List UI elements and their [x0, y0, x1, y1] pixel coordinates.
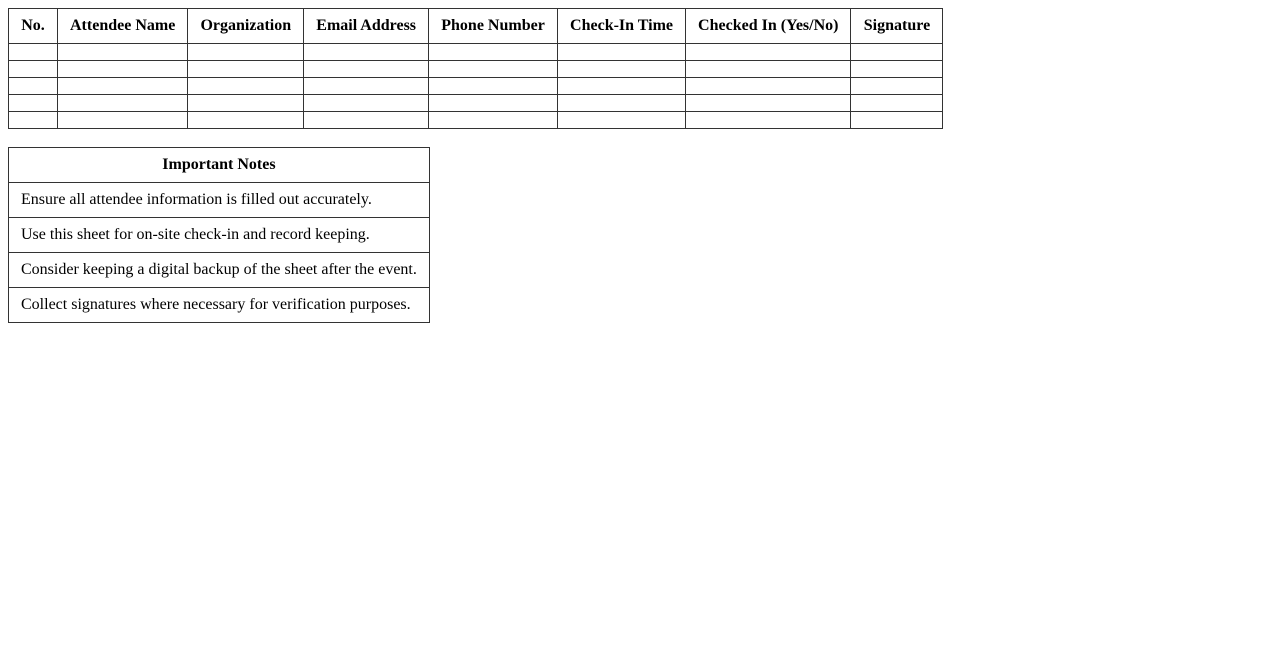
table-cell[interactable]: [188, 78, 304, 95]
table-cell[interactable]: [558, 61, 686, 78]
table-cell[interactable]: [58, 78, 188, 95]
notes-title: Important Notes: [9, 148, 430, 183]
checkin-table-header: [9, 9, 943, 44]
table-cell[interactable]: [304, 61, 429, 78]
table-cell[interactable]: [9, 44, 58, 61]
table-cell[interactable]: [304, 78, 429, 95]
table-row: [9, 112, 943, 129]
table-cell[interactable]: [558, 44, 686, 61]
note-row: [9, 218, 430, 253]
table-cell[interactable]: [686, 95, 851, 112]
table-cell[interactable]: [686, 112, 851, 129]
table-cell[interactable]: [686, 44, 851, 61]
header-organization: Organization: [188, 9, 304, 44]
table-cell[interactable]: [851, 95, 943, 112]
table-cell[interactable]: [9, 112, 58, 129]
header-signature: Signature: [851, 9, 943, 44]
note-row: [9, 288, 430, 323]
table-cell[interactable]: [851, 44, 943, 61]
table-cell[interactable]: [9, 78, 58, 95]
table-cell[interactable]: [429, 78, 558, 95]
table-row: [9, 78, 943, 95]
table-cell[interactable]: [304, 44, 429, 61]
table-cell[interactable]: [9, 61, 58, 78]
header-check-in-time: Check-In Time: [558, 9, 686, 44]
table-cell[interactable]: [686, 78, 851, 95]
notes-table: [8, 147, 430, 323]
table-cell[interactable]: [188, 61, 304, 78]
table-cell[interactable]: [58, 95, 188, 112]
header-attendee-name: Attendee Name: [58, 9, 188, 44]
table-row: [9, 95, 943, 112]
table-cell[interactable]: [429, 95, 558, 112]
table-cell[interactable]: [304, 95, 429, 112]
table-cell[interactable]: [58, 112, 188, 129]
table-cell[interactable]: [58, 61, 188, 78]
checkin-table-body: [9, 44, 943, 129]
note-item: Ensure all attendee information is filled out accurately.: [9, 183, 430, 218]
table-cell[interactable]: [558, 112, 686, 129]
table-cell[interactable]: [558, 95, 686, 112]
header-number: No.: [9, 9, 58, 44]
note-row: [9, 183, 430, 218]
header-email-address: Email Address: [304, 9, 429, 44]
table-cell[interactable]: [188, 95, 304, 112]
notes-table-body: [9, 183, 430, 323]
notes-table-header: [9, 148, 430, 183]
note-item: Collect signatures where necessary for verification purposes.: [9, 288, 430, 323]
table-cell[interactable]: [851, 78, 943, 95]
note-item: Use this sheet for on-site check-in and record keeping.: [9, 218, 430, 253]
table-cell[interactable]: [58, 44, 188, 61]
table-cell[interactable]: [851, 112, 943, 129]
header-checked-in: Checked In (Yes/No): [686, 9, 851, 44]
table-cell[interactable]: [686, 61, 851, 78]
note-item: Consider keeping a digital backup of the sheet after the event.: [9, 253, 430, 288]
table-row: [9, 44, 943, 61]
table-cell[interactable]: [188, 112, 304, 129]
table-cell[interactable]: [304, 112, 429, 129]
header-phone-number: Phone Number: [429, 9, 558, 44]
note-row: [9, 253, 430, 288]
checkin-table: [8, 8, 943, 129]
header-row: [9, 9, 943, 44]
table-cell[interactable]: [429, 61, 558, 78]
table-cell[interactable]: [188, 44, 304, 61]
table-cell[interactable]: [851, 61, 943, 78]
table-cell[interactable]: [429, 112, 558, 129]
table-cell[interactable]: [429, 44, 558, 61]
table-cell[interactable]: [9, 95, 58, 112]
table-cell[interactable]: [558, 78, 686, 95]
table-row: [9, 61, 943, 78]
notes-header-row: [9, 148, 430, 183]
